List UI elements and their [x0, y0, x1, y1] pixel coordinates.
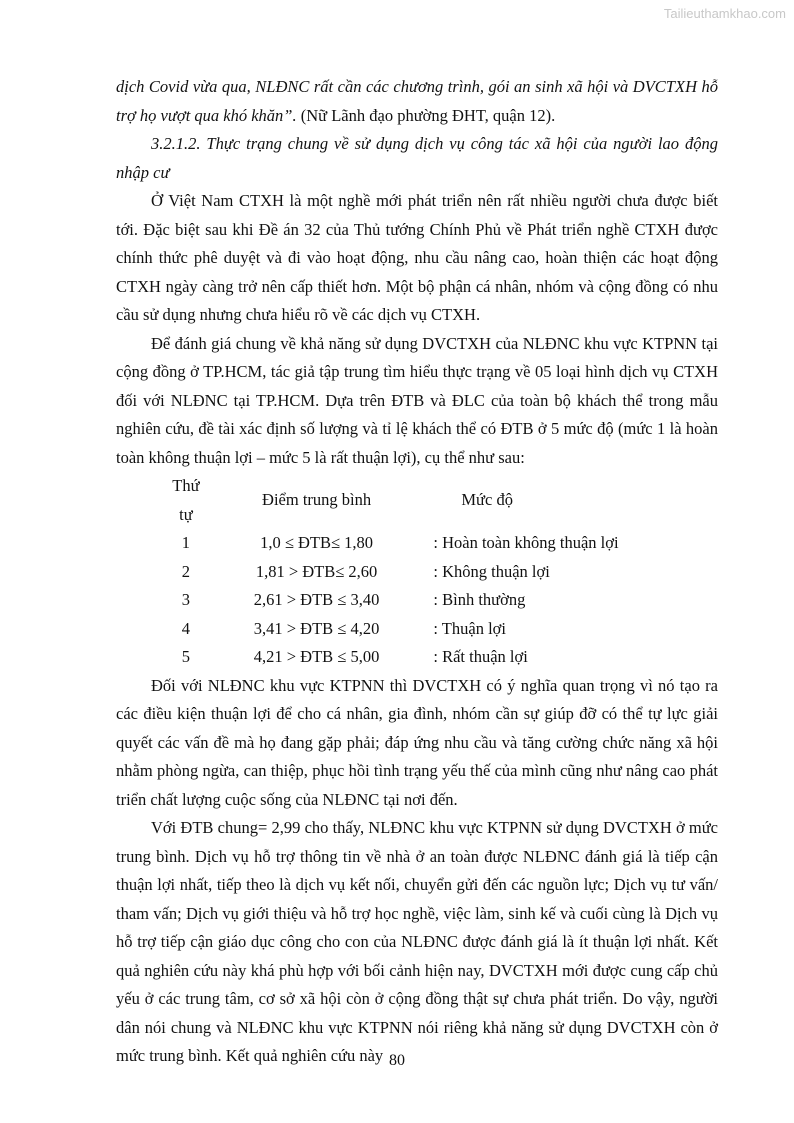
body-paragraph: Ở Việt Nam CTXH là một nghề mới phát triển nên rất nhiều người chưa được biết tới. Đặc biệt sau khi Đề án 32 của Thủ tướng Chính Phủ về Phát triển nghề CTXH được chính thức phê duyệt và đi vào hoạt động, nhu cầu nâng cao, hoàn thiện các hoạt động CTXH ngày càng trở nên cấp thiết hơn. Một bộ phận cá nhân, nhóm và cộng đồng có nhu cầu sử dụng nhưng chưa hiểu rõ về các dịch vụ CTXH. — [116, 191, 718, 324]
quote-paragraph — [116, 73, 718, 130]
header-level: Mức độ — [461, 490, 513, 510]
scale-table-row — [164, 558, 718, 587]
scale-table-header — [164, 472, 718, 529]
row-level: : Thuận lợi — [433, 618, 506, 638]
scale-table-row — [164, 643, 718, 672]
row-score: 1,0 ≤ ĐTB≤ 1,80 — [260, 533, 374, 552]
row-order: 2 — [181, 561, 190, 581]
row-level: : Không thuận lợi — [433, 561, 550, 581]
scale-table-row — [164, 586, 718, 615]
row-level: : Bình thường — [433, 590, 526, 609]
row-score: 1,81 > ĐTB≤ 2,60 — [255, 561, 378, 581]
scale-table-row — [164, 529, 718, 558]
body-paragraph: Đối với NLĐNC khu vực KTPNN thì DVCTXH có ý nghĩa quan trọng vì nó tạo ra các điều kiện thuận lợi để cho cá nhân, gia đình, nhóm cần sự giúp đỡ có thể tự lực giải quyết các vấn đề mà họ đang gặp phải; đáp ứng nhu cầu và tăng cường chức năng xã hội nhằm phòng ngừa, can thiệp, phục hồi tình trạng yếu thế của mình cũng như nâng cao phát triển chất lượng cuộc sống của NLĐNC tại nơi đến. — [116, 675, 718, 809]
header-score: Điểm trung bình — [262, 490, 372, 510]
row-score: 3,41 > ĐTB ≤ 4,20 — [253, 618, 380, 638]
scale-table-row — [164, 615, 718, 644]
row-order: 4 — [181, 618, 190, 638]
row-order: 1 — [181, 533, 190, 552]
row-level: : Rất thuận lợi — [433, 647, 528, 666]
section-heading: 3.2.1.2. Thực trạng chung về sử dụng dịch vụ công tác xã hội của người lao động nhập cư — [116, 134, 718, 182]
page-number: 80 — [389, 1052, 405, 1069]
row-level: : Hoàn toàn không thuận lợi — [433, 533, 619, 552]
row-score: 4,21 > ĐTB ≤ 5,00 — [253, 647, 380, 666]
row-score: 2,61 > ĐTB ≤ 3,40 — [253, 590, 380, 609]
watermark: Tailieuthamkhao.com — [663, 6, 786, 21]
quote-text: dịch Covid vừa qua, NLĐNC rất cần các chương trình, gói an sinh xã hội và DVCTXH hỗ trợ họ vượt qua khó khăn”. — [116, 77, 718, 125]
row-order: 3 — [181, 590, 190, 609]
scale-table — [164, 472, 718, 672]
body-paragraph: Để đánh giá chung về khả năng sử dụng DVCTXH của NLĐNC khu vực KTPNN tại cộng đồng ở TP.HCM, tác giả tập trung tìm hiểu thực trạng về 05 loại hình dịch vụ CTXH đối với NLĐNC tại TP.HCM. Dựa trên ĐTB và ĐLC của toàn bộ khách thể trong mẫu nghiên cứu, đề tài xác định số lượng và tỉ lệ khách thể có ĐTB ở 5 mức độ (mức 1 là hoàn toàn không thuận lợi – mức 5 là rất thuận lợi), cụ thể như sau: — [116, 333, 718, 467]
document-body — [116, 73, 718, 1071]
body-paragraph: Với ĐTB chung= 2,99 cho thấy, NLĐNC khu vực KTPNN sử dụng DVCTXH ở mức trung bình. Dịch vụ hỗ trợ thông tin về nhà ở an toàn được NLĐNC đánh giá là tiếp cận thuận lợi nhất, tiếp theo là dịch vụ kết nối, chuyển gửi đến các nguồn lực; Dịch vụ tư vấn/ tham vấn; Dịch vụ giới thiệu và hỗ trợ học nghề, việc làm, sinh kế và cuối cùng là Dịch vụ hỗ trợ tiếp cận giáo dục công cho con của NLĐNC được đánh giá là ít thuận lợi nhất. Kết quả nghiên cứu này khá phù hợp với bối cảnh hiện nay, DVCTXH mới được cung cấp chủ yếu ở các trung tâm, cơ sở xã hội còn ở cộng đồng thật sự chưa phát triển. Do vậy, người dân nói chung và NLĐNC khu vực KTPNN nói riêng khả năng sử dụng DVCTXH còn ở mức trung bình. Kết quả nghiên cứu này — [116, 818, 718, 1065]
quote-source: (Nữ Lãnh đạo phường ĐHT, quận 12). — [296, 105, 556, 125]
row-order: 5 — [181, 647, 190, 666]
header-order: Thứ tự — [172, 476, 200, 524]
